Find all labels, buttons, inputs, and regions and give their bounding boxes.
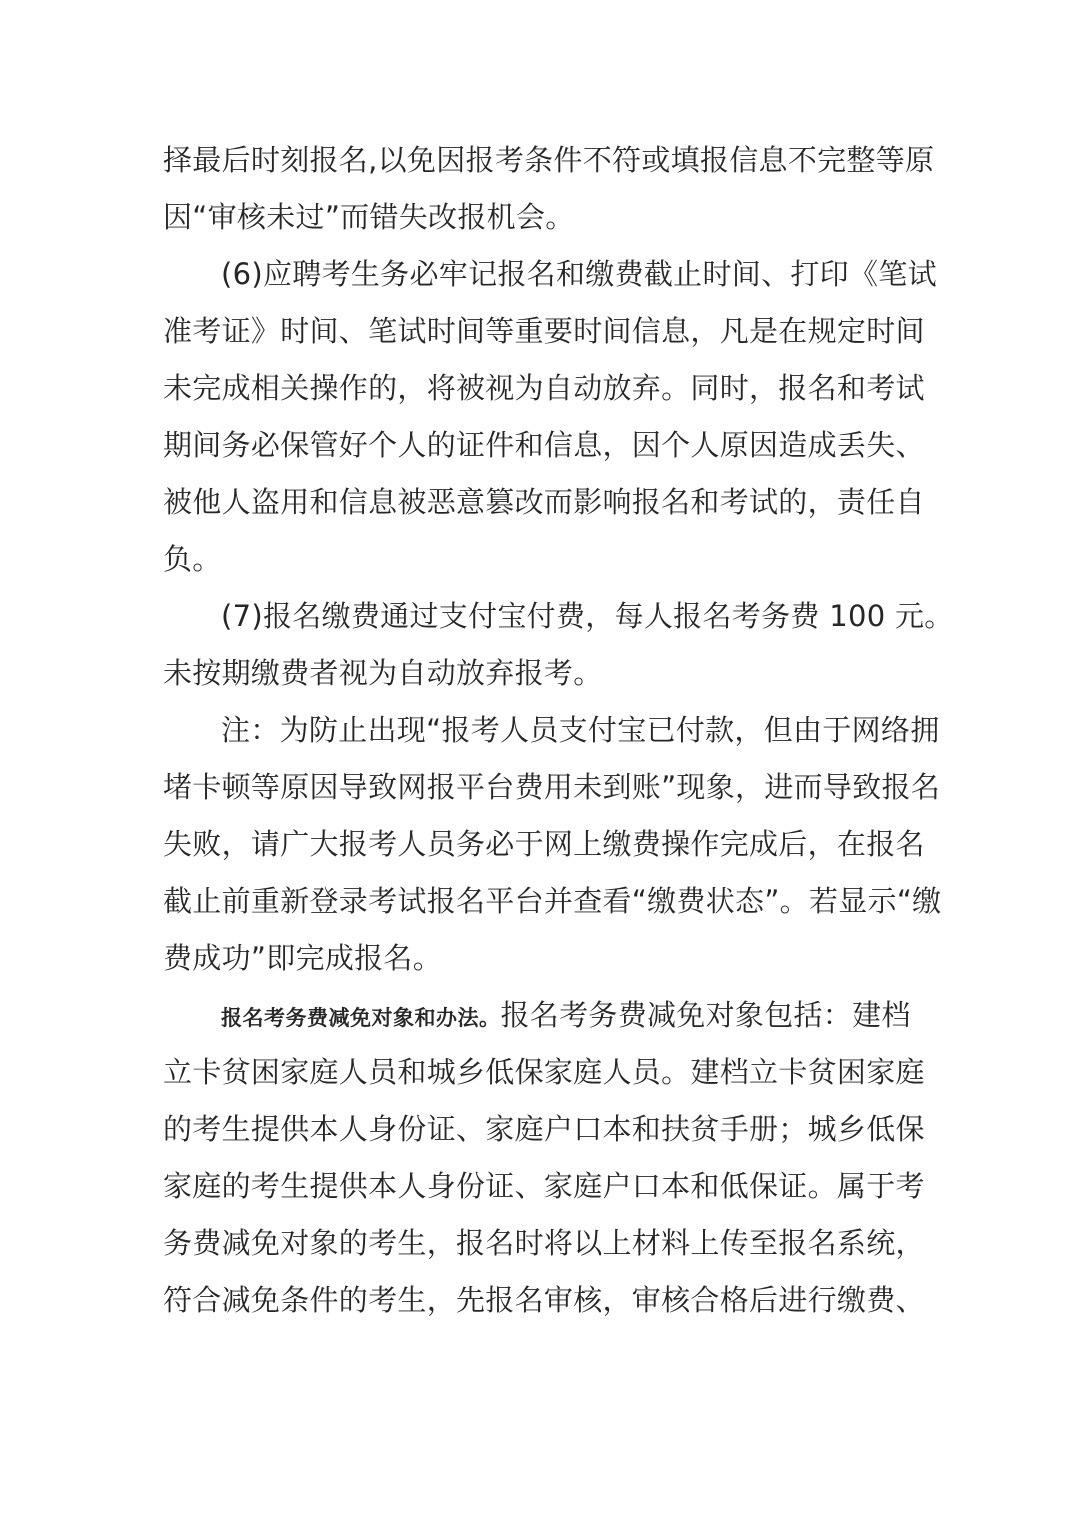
text-line: 准考证》时间、笔试时间等重要时间信息，凡是在规定时间 [163, 314, 925, 348]
paragraph-item-7: (7)报名缴费通过支付宝付费，每人报名考务费 100 元。 [221, 599, 954, 633]
text-line: 失败，请广大报考人员务必于网上缴费操作完成后，在报名 [163, 827, 925, 861]
text-line: 期间务必保管好个人的证件和信息，因个人原因造成丢失、 [163, 428, 925, 462]
text-line: 未完成相关操作的，将被视为自动放弃。同时，报名和考试 [163, 371, 925, 405]
document-body [163, 132, 954, 1329]
text-line: 务费减免对象的考生，报名时将以上材料上传至报名系统， [163, 1226, 925, 1260]
text-line: 被他人盗用和信息被恶意篡改而影响报名和考试的，责任自 [163, 485, 925, 519]
text-line: 立卡贫困家庭人员和城乡低保家庭人员。建档立卡贫困家庭 [163, 1055, 925, 1089]
text-line: 符合减免条件的考生，先报名审核，审核合格后进行缴费、 [163, 1283, 925, 1317]
fee-reduction-paragraph [163, 987, 923, 1044]
fee-reduction-intro: 报名考务费减免对象包括：建档 [500, 998, 911, 1032]
text-line: 家庭的考生提供本人身份证、家庭户口本和低保证。属于考 [163, 1169, 925, 1203]
note-paragraph: 注：为防止出现“报考人员支付宝已付款，但由于网络拥 [221, 713, 940, 747]
text-line: 堵卡顿等原因导致网报平台费用未到账”现象，进而导致报名 [163, 770, 941, 804]
text-line: 截止前重新登录考试报名平台并查看“缴费状态”。若显示“缴 [163, 884, 942, 918]
fee-reduction-heading: 报名考务费减免对象和办法。 [221, 1006, 501, 1030]
text-line: 的考生提供本人身份证、家庭户口本和扶贫手册；城乡低保 [163, 1112, 925, 1146]
text-line: 因“审核未过”而错失改报机会。 [163, 200, 575, 234]
text-line: 负。 [163, 542, 222, 576]
text-line: 未按期缴费者视为自动放弃报考。 [163, 656, 603, 690]
paragraph-item-6: (6)应聘考生务必牢记报名和缴费截止时间、打印《笔试 [221, 257, 937, 291]
text-line: 费成功”即完成报名。 [163, 941, 443, 975]
text-line: 择最后时刻报名,以免因报考条件不符或填报信息不完整等原 [163, 143, 935, 177]
